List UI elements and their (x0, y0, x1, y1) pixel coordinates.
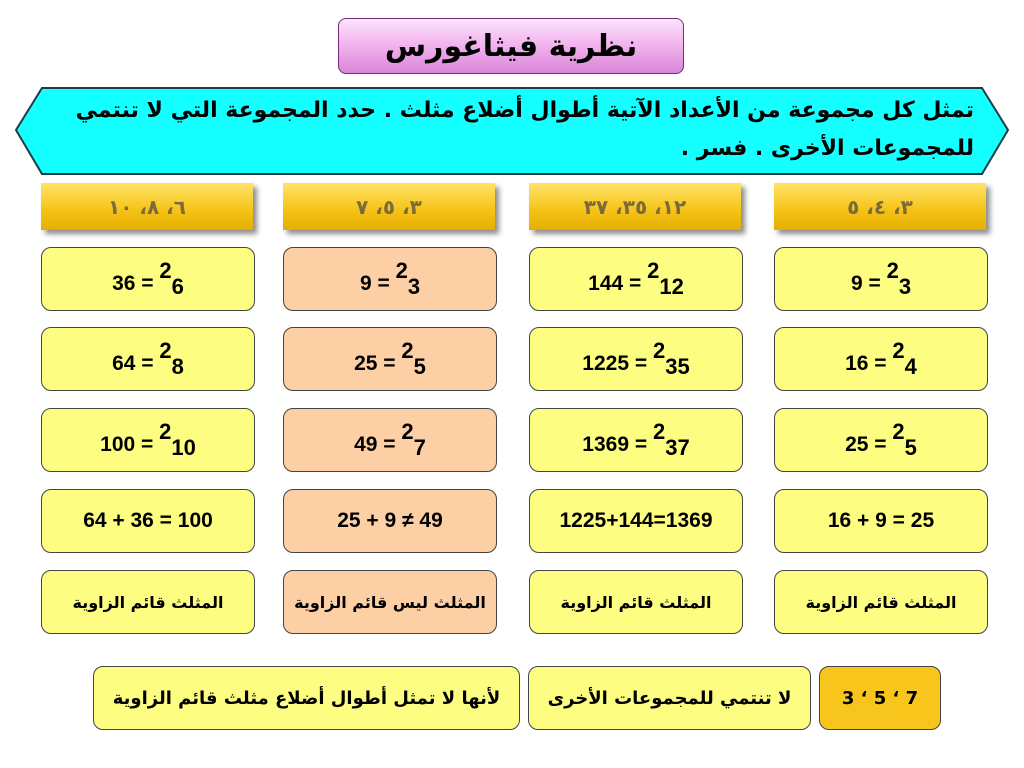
square-cell (774, 327, 988, 391)
square-result: 9 = (850, 272, 887, 295)
exponent: 2 (892, 338, 905, 363)
instruction-banner (14, 86, 1010, 176)
square-cell (774, 408, 988, 472)
square-cell (529, 327, 743, 391)
square-result: 36 = (112, 272, 160, 295)
square-base: 6 (171, 274, 184, 299)
square-base: 10 (171, 435, 196, 460)
square-cell (41, 327, 255, 391)
set-header: ٣، ٥، ٧ (283, 183, 495, 230)
square-base: 3 (898, 274, 912, 299)
exponent: 2 (159, 338, 172, 363)
square-result: 9 = (359, 272, 396, 295)
square-cell (529, 408, 743, 472)
square-result: 1369 = (582, 433, 653, 456)
square-base: 4 (904, 354, 917, 379)
instruction-text: تمثل كل مجموعة من الأعداد الآتية أطوال أضلاع مثلث . حدد المجموعة التي لا تنتمي للمجموعات الأخرى . فسر . (75, 98, 974, 161)
square-base: 12 (659, 274, 684, 299)
set-header: ٦، ٨، ١٠ (41, 183, 253, 230)
set-header: ٣، ٤، ٥ (774, 183, 986, 230)
odd-set-answer: 3 ‘ 5 ‘ 7 (819, 666, 941, 730)
square-cell (529, 247, 743, 311)
square-base: 5 (413, 354, 426, 379)
exponent: 2 (886, 258, 899, 283)
equation-cell: 64 + 36 = 100 (41, 489, 255, 553)
exponent: 2 (892, 419, 905, 444)
exponent: 2 (159, 419, 172, 444)
equation-cell: 1225+144=1369 (529, 489, 743, 553)
equation-cell: 16 + 9 = 25 (774, 489, 988, 553)
verdict-cell: المثلث قائم الزاوية (41, 570, 255, 634)
square-result: 25 = (845, 433, 893, 456)
equation-cell: 25 + 9 ≠ 49 (283, 489, 497, 553)
square-base: 3 (407, 274, 421, 299)
exponent: 2 (652, 338, 666, 363)
square-result: 100 = (100, 433, 160, 456)
verdict-cell: المثلث قائم الزاوية (529, 570, 743, 634)
exponent: 2 (159, 258, 172, 283)
square-base: 7 (413, 435, 426, 460)
square-base: 5 (904, 435, 917, 460)
square-cell (774, 247, 988, 311)
square-cell (41, 247, 255, 311)
square-base: 35 (665, 354, 690, 379)
exponent: 2 (401, 419, 414, 444)
exponent: 2 (647, 258, 660, 283)
square-base: 37 (665, 435, 690, 460)
verdict-cell: المثلث ليس قائم الزاوية (283, 570, 497, 634)
square-result: 16 = (845, 352, 893, 375)
reason-statement: لأنها لا تمثل أطوال أضلاع مثلث قائم الزاوية (93, 666, 520, 730)
not-belonging-statement: لا تنتمي للمجموعات الأخرى (528, 666, 811, 730)
square-cell (283, 247, 497, 311)
verdict-cell: المثلث قائم الزاوية (774, 570, 988, 634)
square-result: 144 = (588, 272, 648, 295)
square-result: 64 = (112, 352, 160, 375)
square-result: 25 = (354, 352, 402, 375)
exponent: 2 (395, 258, 408, 283)
page-title: نظرية فيثاغورس (338, 18, 684, 74)
exponent: 2 (401, 338, 414, 363)
set-header: ١٢، ٣٥، ٣٧ (529, 183, 741, 230)
square-cell (283, 327, 497, 391)
square-base: 8 (171, 354, 184, 379)
square-result: 1225 = (582, 352, 653, 375)
exponent: 2 (652, 419, 666, 444)
square-cell (283, 408, 497, 472)
square-result: 49 = (354, 433, 402, 456)
square-cell (41, 408, 255, 472)
